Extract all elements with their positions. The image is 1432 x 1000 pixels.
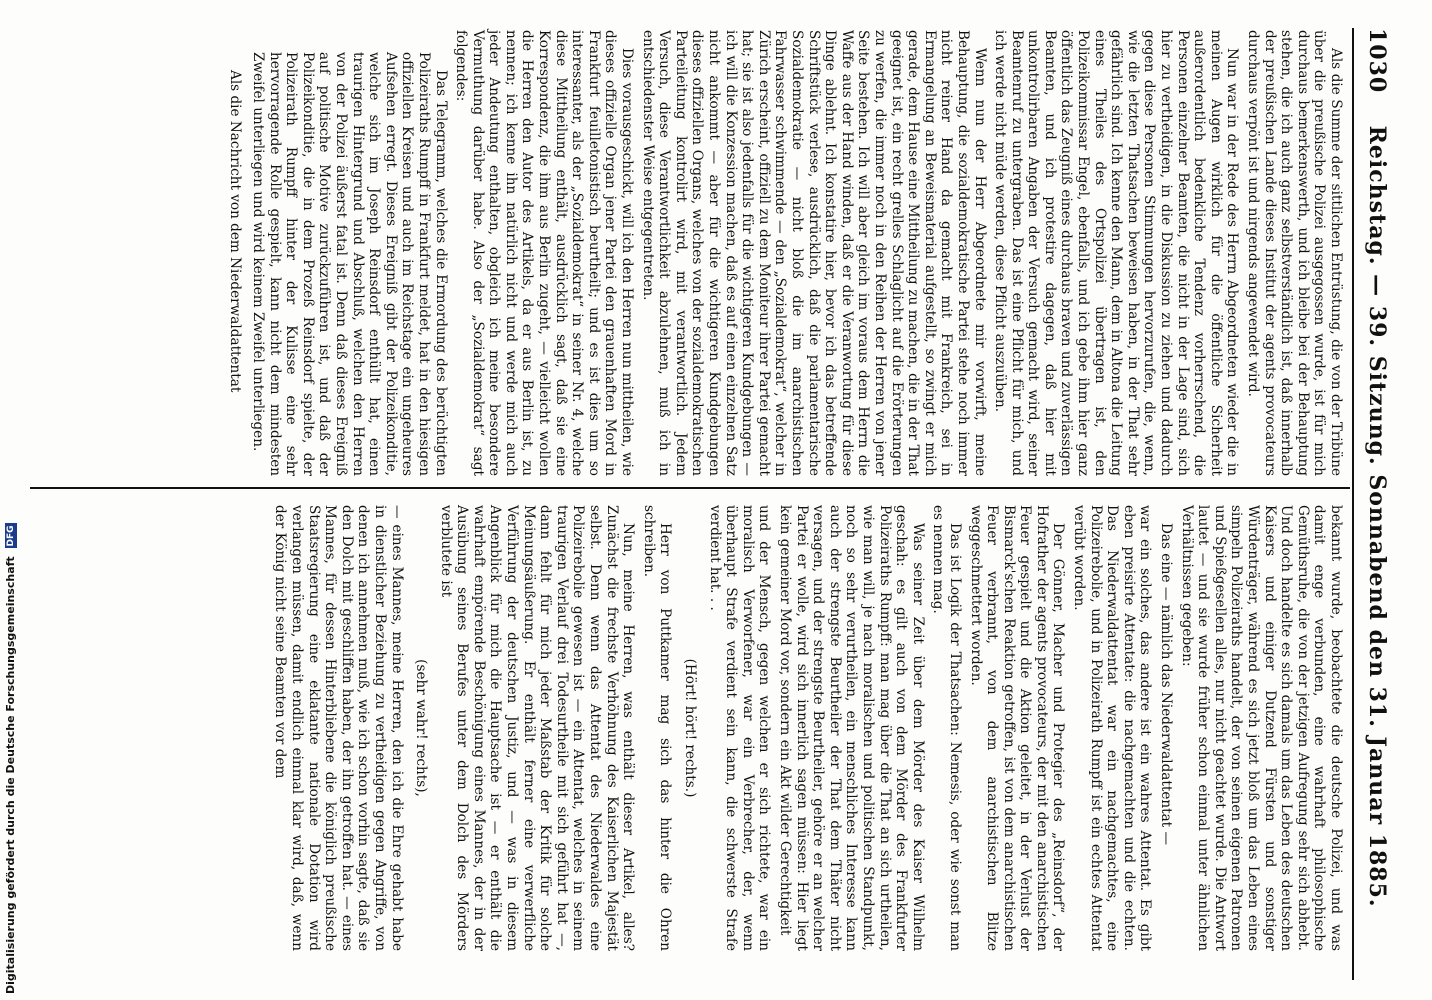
page-header <box>1360 28 1394 980</box>
paragraph: Dies vorausgeschickt, will ich den Herren nun mittheilen, wie dieses offizielle Organ jener Partei den grauenhaften Mord in Frankfurt feuilletonistisch beurtheilt; und es ist dies um so interessanter, als der „Sozialdemokrat“ in seiner Nr. 4, welche diese Mittheilung enthält, ausdrücklich sagt, daß sie eine Korrespondenz, die ihm aus Berlin zugeht, — vielleicht wollen die Herren den Autor des Artikels, da er aus Berlin ist, zu nennen; ich kenne ihn natürlich nicht und werde mich auch jeder Andeutung enthalten, obgleich ich meine besondere Vermuthung darüber habe. Also der „Sozialdemokrat“ sagt folgendes: <box>453 30 636 476</box>
footer-credit <box>0 0 22 1000</box>
paragraph: Nun war in der Rede des Herrn Abgeordneten wieder die in meinen Augen wirklich für die öffentliche Sicherheit außerordentlich bedenkliche Tendenz vorherrschend, die Personen einzelner Beamten, die nicht in der Lage sind, sich hier zu vertheidigen, in die Diskussion zu ziehen und dadurch gegen diese Personen Stimmungen hervorzurufen, die, wenn, wie die letzten Thatsachen beweisen haben, in der That sehr gefährlich sind. Ich kenne den Mann, dem in Altona die Leitung eines Theiles des Ortspolizei übertragen ist, den Polizeikommissar Engel, ebenfalls, und ich gebe ihm hier ganz öffentlich das Zeugniß eines durchaus braven und zuverlässigen Beamten, und ich protestire dagegen, daß hier mit unkontrolirbaren Angaben der Versuch gemacht wird, seiner Beamtenruf zu untergraben. Das ist eine Pflicht für mich, und ich werde nicht müde werden, diese Pflicht auszuüben. <box>992 30 1241 476</box>
page-title: Reichstag. — 39. Sitzung. Sonnabend den 31. Januar 1885. <box>1364 125 1390 908</box>
paragraph: Als die Summe der sittlichen Entrüstung, die von der Tribüne über die preußische Polizei ausgegossen wurde, ist für mich durchaus bemerkenswerth, und ich bleibe bei der Behauptung stehen, die ich auch ganz selbstverständlich ist, daß innerhalb der preußischen Lande dieses Institut der agents provocateurs durchaus verpönt ist und nirgends angewendet wird. <box>1245 30 1344 476</box>
column-divider <box>30 487 1350 489</box>
paragraph: Der Gönner, Macher und Protegier des „Reinsdorf“, der Hofrather der agents provocateurs, der mit den anarchistischen Feuer gespielt und die Aktion geleitet, in der Verlust der Bismarck'schen Reaktion getroffen, ist von dem anarchistischen Feuer verbrannt, von dem anarchistischen Blitze weggeschmettert worden. <box>967 505 1067 951</box>
paragraph: — eines Mannes, meine Herren, den ich die Ehre gehabt habe in dienstlicher Beziehung zu vertheidigen gegen Angriffe, von denen ich annehmen muß, wie ich schon vorhin sagte, daß sie den Dolch mit geschliffen haben, der ihn getroffen hat. — eines Mannes, für dessen Hinterbliebene die königlich preußische Staatsregierung eine eklatante nationale Dotation wird verlangen müssen, damit endlich einmal klar wird, daß, wenn der König nicht seine Beamten vor dem <box>272 505 405 951</box>
paragraph: Was seiner Zeit über dem Mörder des Kaiser Wilhelm geschah: es gilt auch von dem Mörder des Frankfurter Polizeiraths Rumpff: man mag über die That an sich urtheilen, wie man will, je nach moralischen und politischen Standpunkt, noch so sehr verurtheilen, ein menschliches Interesse kann auch der strengste Beurtheiler der That dem Thäter nicht versagen, und der strengste Beurtheiler, gehöre er an welcher Partei er wolle, wird sich innerlich sagen müssen: Hier liegt kein gemeiner Mord vor, sondern ein Akt wilder Gerechtigkeit <box>777 505 926 951</box>
paragraph: war ein solches, das andere ist ein wahres Attentat. Es gibt eben preisirte Attentate: die nachgemachten und die echten. Das Niederwaldattentat war ein nachgemachtes, eine Polizeirebolie, und in Polizeirath Rumpff ist ein echtes Attentat verübt worden. <box>1071 505 1154 951</box>
paragraph: und der Mensch, gegen welchen er sich richtete, war ein moralisch Verworfener, war ein Verbrecher, der, wenn überhaupt Strafe verdient sein kann, die schwerste Strafe verdient hat. . . <box>706 505 773 951</box>
paragraph: Nun, meine Herren, was enthält dieser Artikel, alles? Zunächst die frechste Verhöhnung des Kaiserlichen Majestät selbst. Denn wenn das Attentat des Niederwaldes eine Polizeirebolie gewesen ist — ein Attentat, welches in seinem traurigen Verlauf drei Todesurtheile mit sich geführt hat —, dann fehlt für mich jeder Maßstab der Kritik für solche Meinungsäußerung. Er enthält ferner eine verwerfliche Verführung der deutschen Justiz, und — was in diesem Angenblick für mich die Hauptsache ist — er enthält die wahrhaft empörende Beschönigung eines Mannes, der in der Ausübung seines Berufes unter dem Dolch des Mörders verblutete ist <box>437 505 637 951</box>
paragraph: Das eine — nämlich das Niederwaldattentat — <box>1158 523 1175 846</box>
left-column <box>221 30 1344 476</box>
footer-text: Digitalisierung gefördert durch die Deutsche Forschungsgemeinschaft <box>4 556 17 994</box>
interjection: (Hört! hört! rechts.) <box>682 658 699 798</box>
right-column <box>268 505 1344 951</box>
quoted-paragraph: Als die Nachricht von dem Niederwaldattentat <box>227 70 244 393</box>
dfg-logo: DFG <box>6 525 16 547</box>
header-rule <box>1352 28 1354 980</box>
quoted-paragraph: Das Telegramm, welches die Ermordung des berüchtigten Polizeiraths Rumpff in Frankfurt meldet, hat in den hiesigen offiziellen Kreisen und auch im Reichstage ein ungeheures Aufsehen erregt. Dieses Ereigniß gibt der Polizeikonditie, welche sich im Joseph Reinsdorf enthüllt hat, einen traurigen Hintergrund und Abschluß, welchen den Herren von der Polizei äußerst fatal ist. Denn daß dieses Ereigniß auf politische Motive zurückzuführen ist, und daß der Polizeikonditie, die in dem Prozeß Reinsdorf spielte, der Polizeirath Rumpff hinter der Kulisse eine sehr hervorragende Rolle gespielt, kann nicht dem mindesten Zweifel unterliegen und wird keinem Zweifel unterliegen. <box>250 52 449 476</box>
paragraph: Das ist Logik der Thatsachen: Nemesis, oder wie sonst man es nennen mag. <box>930 505 963 951</box>
paragraph: bekannt wurde, beobachtete die deutsche Polizei, und was damit enge verbunden, eine wahrhaft philosophische Gemüthsruhe, die von der jetzigen Aufregung sehr sich abhebt. Und doch handelte es sich damals um das Leben des deutschen Kaisers und einiger Dutzend Fürsten und sonstiger Würdenträger, während es sich jetzt bloß um das Leben eines simpeln Polizeiraths handelt, der von seinen eigenen Patronen und Spießgesellen alles, nur nicht geachtet wurde. Die Antwort lautet — und sie wurde früher schon einmal unter ähnlichen Verhältnissen gegeben: <box>1178 505 1344 951</box>
page-number: 1030 <box>1364 28 1390 94</box>
paragraph: Wenn nun der Herr Abgeordnete mir vorwirft, meine Behauptung, die sozialdemokratische Partei stehe noch immer nicht reiner Hand da gemacht mit Frankreich, sei in Ermangelung an Beweismaterial aufgestellt, so zwingt er mich gerade, dem Hause eine Mittheilung zu machen, die in der That geeignet ist, ein recht grelles Schlaglicht auf die Erörterungen zu werfen, die immer noch in den Reihen der Herren von jener Seite bestehen. Ich will aber gleich im voraus dem Herrn die Waffe aus der Hand winden, daß er die Veranwortung für diese Dinge ablehnt. Ich konstatire hier, bevor ich das betreffende Schriftstück verlese, ausdrücklich, daß die parlamentarische Sozialdemokratie — nicht bloß die im anarchistischen Fahrwasser schwimmende — den „Sozialdemokrat“, welcher in Zürich erscheint, offiziell zu dem Moniteur ihrer Partei gemacht hat; sie ist also jedenfalls für die wichtigeren Kundgebungen — ich will die Konzession machen, daß es auf einen einzelnen Satz nicht ankommt — aber für die wichtigeren Kundgebungen dieses offiziellen Organs, welches von der sozialdemokratischen Parteileitung kontrolirt wird, mit verantwortlich. Jedem Versuch, diese Verantwortlichkeit abzulehnen, muß ich in entschiedenster Weise entgegentreten. <box>639 30 988 476</box>
interjection: (sehr wahr! rechts), <box>413 659 430 797</box>
footer-strip <box>0 0 22 1000</box>
paragraph: Herr von Puttkamer mag sich das hinter die Ohren schreiben. <box>640 505 674 951</box>
